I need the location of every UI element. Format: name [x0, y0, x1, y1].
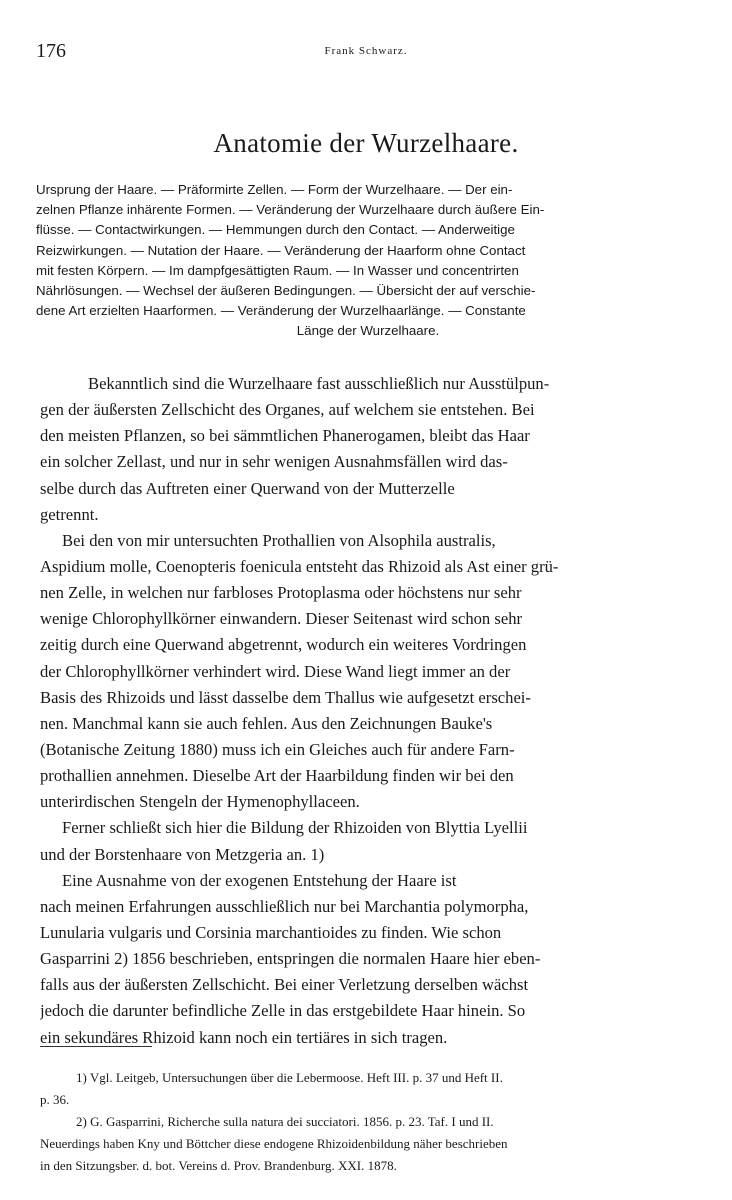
body-line: getrennt. — [40, 504, 99, 524]
running-head: Frank Schwarz. — [324, 45, 408, 57]
body-line: wenige Chlorophyllkörner einwandern. Dieser Seitenast wird schon sehr — [40, 609, 523, 629]
body-line: selbe durch das Auftreten einer Querwand von der Mutterzelle — [40, 478, 455, 498]
body-line: den meisten Pflanzen, so bei sämmtlichen Phanerogamen, bleibt das Haar — [40, 426, 530, 446]
page-number: 176 — [36, 40, 66, 62]
summary-line: flüsse. — Contactwirkungen. — Hemmungen durch den Contact. — Anderweitige — [36, 222, 515, 238]
body-line: jedoch die darunter befindliche Zelle in das erstgebildete Haar hinein. So — [40, 1001, 526, 1021]
body-line: falls aus der äußersten Zellschicht. Bei einer Verletzung derselben wächst — [40, 975, 529, 995]
body-line: Eine Ausnahme von der exogenen Entstehung der Haare ist — [62, 870, 457, 890]
body-line: prothallien annehmen. Dieselbe Art der Haarbildung finden wir bei den — [40, 766, 514, 786]
footnote-line: Neuerdings haben Kny und Böttcher diese endogene Rhizoidenbildung näher beschrieben — [40, 1136, 508, 1151]
body-line: gen der äußersten Zellschicht des Organes, auf welchem sie entstehen. Bei — [40, 400, 535, 420]
body-line: Bei den von mir untersuchten Prothallien von Alsophila australis, — [62, 530, 496, 550]
body-line: (Botanische Zeitung 1880) muss ich ein Gleiches auch für andere Farn- — [40, 739, 515, 759]
summary-line: Nährlösungen. — Wechsel der äußeren Bedingungen. — Übersicht der auf verschie- — [36, 282, 536, 298]
footnote-line: 1) Vgl. Leitgeb, Untersuchungen über die Lebermoose. Heft III. p. 37 und Heft II. — [76, 1070, 503, 1085]
chapter-title: Anatomie der Wurzelhaare. — [213, 128, 519, 158]
body-line: unterirdischen Stengeln der Hymenophyllaceen. — [40, 792, 360, 812]
body-line: zeitig durch eine Querwand abgetrennt, wodurch ein weiteres Vordringen — [40, 635, 527, 655]
footnote-line: p. 36. — [40, 1092, 70, 1107]
summary-line: dene Art erzielten Haarformen. — Veränderung der Wurzelhaarlänge. — Constante — [36, 303, 526, 319]
body-line: Basis des Rhizoids und lässt dasselbe dem Thallus wie aufgesetzt erschei- — [40, 687, 531, 707]
body-line: ein sekundäres Rhizoid kann noch ein tertiäres in sich tragen. — [40, 1027, 448, 1047]
summary-line: Reizwirkungen. — Nutation der Haare. — Veränderung der Haarform ohne Contact — [36, 242, 526, 258]
summary-line: Länge der Wurzelhaare. — [296, 323, 440, 339]
summary-line: mit festen Körpern. — Im dampfgesättigten Raum. — In Wasser und concentrirten — [36, 262, 519, 278]
chapter-summary — [36, 180, 700, 342]
body-line: ein solcher Zellast, und nur in sehr wenigen Ausnahmsfällen wird das- — [40, 452, 508, 472]
summary-line: Ursprung der Haare. — Präformirte Zellen. — Form der Wurzelhaare. — Der ein- — [36, 182, 513, 197]
body-line: Lunularia vulgaris und Corsinia marchantioides zu finden. Wie schon — [40, 922, 502, 942]
body-line: Aspidium molle, Coenopteris foenicula entsteht das Rhizoid als Ast einer grü- — [40, 556, 559, 576]
body-line: der Chlorophyllkörner verhindert wird. Diese Wand liegt immer an der — [40, 661, 511, 681]
footnotes — [40, 1067, 704, 1177]
body-line: Gasparrini 2) 1856 beschrieben, entspringen die normalen Haare hier eben- — [40, 949, 541, 969]
footnote-line: 2) G. Gasparrini, Richerche sulla natura dei succiatori. 1856. p. 23. Taf. I und II. — [76, 1114, 494, 1129]
footnote-line: in den Sitzungsber. d. bot. Vereins d. Prov. Brandenburg. XXI. 1878. — [40, 1158, 397, 1173]
page-header — [36, 40, 696, 70]
body-text — [40, 371, 700, 1051]
body-line: nen. Manchmal kann sie auch fehlen. Aus den Zeichnungen Bauke's — [40, 713, 493, 733]
summary-line: zelnen Pflanze inhärente Formen. — Veränderung der Wurzelhaare durch äußere Ein- — [36, 202, 545, 218]
body-line: und der Borstenhaare von Metzgeria an. 1) — [40, 844, 325, 864]
footnote-divider — [40, 1046, 152, 1047]
body-line: nach meinen Erfahrungen ausschließlich nur bei Marchantia polymorpha, — [40, 896, 529, 916]
body-line: Ferner schließt sich hier die Bildung der Rhizoiden von Blyttia Lyellii — [62, 818, 528, 838]
body-line: Bekanntlich sind die Wurzelhaare fast ausschließlich nur Ausstülpun- — [88, 374, 550, 393]
body-line: nen Zelle, in welchen nur farbloses Protoplasma oder höchstens nur sehr — [40, 583, 522, 603]
